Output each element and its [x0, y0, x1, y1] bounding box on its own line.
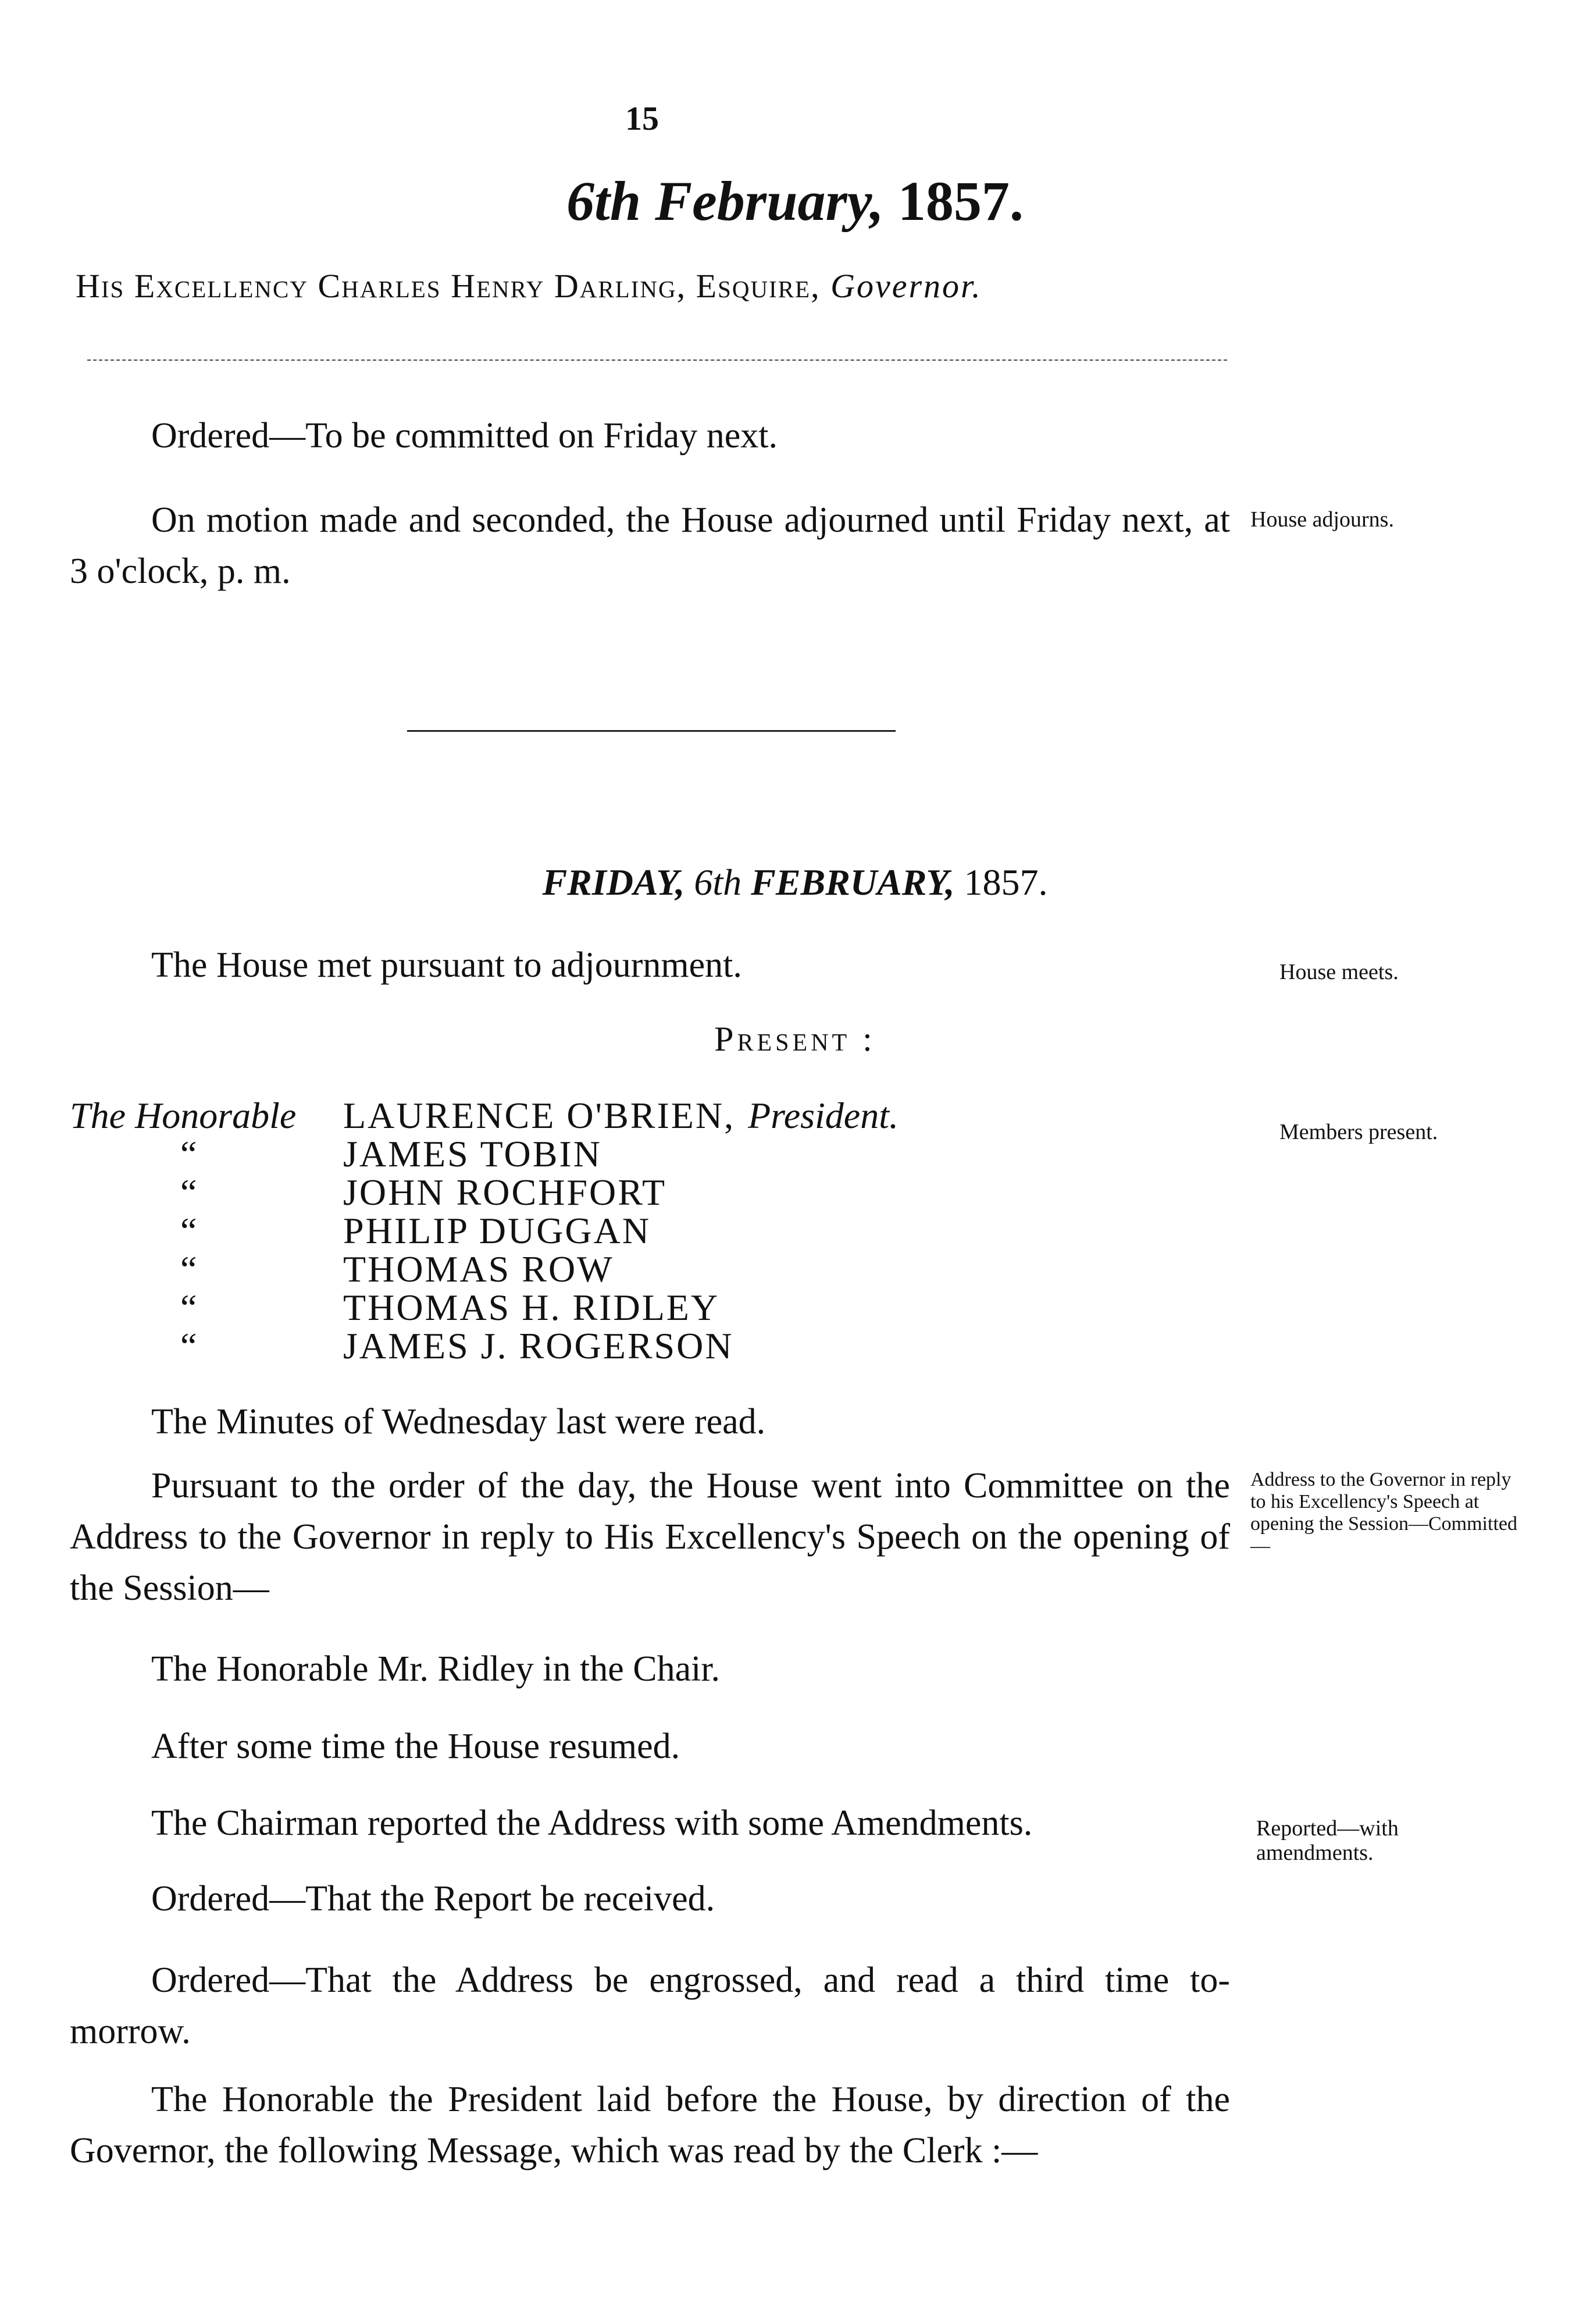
- member-name: THOMAS H. RIDLEY: [343, 1287, 720, 1328]
- ditto-mark: “: [180, 1325, 197, 1366]
- member-role: President.: [748, 1095, 899, 1136]
- date-heading-day: 6th: [566, 170, 641, 232]
- session-heading-day: FRIDAY,: [542, 862, 685, 903]
- date-heading-year: 1857.: [897, 170, 1024, 232]
- member-row: [70, 1250, 899, 1289]
- members-list: [70, 1097, 899, 1365]
- member-row: [70, 1289, 899, 1327]
- ditto-mark: “: [180, 1172, 197, 1213]
- member-prefix: The Honorable: [70, 1095, 297, 1136]
- ditto-mark: “: [180, 1248, 197, 1290]
- ditto-mark: “: [180, 1287, 197, 1328]
- paragraph-chairman-reported: The Chairman reported the Address with some Amendments.: [151, 1803, 1033, 1843]
- paragraph-report-received: Ordered—That the Report be received.: [151, 1879, 715, 1919]
- paragraph-ridley-chair: [70, 1643, 1230, 1695]
- margin-note-address-committed: Address to the Governor in reply to his Excellency's Speech at opening the Session—Committed—: [1250, 1469, 1517, 1557]
- member-row: [70, 1135, 899, 1173]
- member-name: PHILIP DUGGAN: [343, 1210, 651, 1251]
- member-row: [70, 1173, 899, 1212]
- header-rule: [87, 360, 1227, 361]
- member-row: [70, 1212, 899, 1250]
- session-heading: [0, 861, 1590, 904]
- paragraph-house-resumed: After some time the House resumed.: [151, 1727, 680, 1766]
- governor-line: [76, 266, 982, 305]
- ditto-mark: “: [180, 1133, 197, 1175]
- ridley-chair-text: The Honorable Mr. Ridley in the Chair.: [151, 1649, 721, 1689]
- margin-note-house-adjourns: House adjourns.: [1250, 507, 1394, 532]
- member-name: JOHN ROCHFORT: [343, 1172, 667, 1213]
- page-number: 15: [625, 99, 659, 137]
- paragraph-ordered-committed: Ordered—To be committed on Friday next.: [151, 416, 778, 455]
- session-heading-month: FEBRUARY,: [751, 862, 955, 903]
- date-heading-month: February,: [655, 170, 884, 232]
- member-name: JAMES TOBIN: [343, 1133, 602, 1175]
- margin-note-reported-amendments: Reported—with amendments.: [1256, 1816, 1399, 1865]
- member-name: LAURENCE O'BRIEN,: [343, 1095, 736, 1136]
- section-divider-rule: [407, 730, 896, 732]
- paragraph-house-met: The House met pursuant to adjournment.: [151, 945, 742, 985]
- member-name: JAMES J. ROGERSON: [343, 1325, 734, 1366]
- governor-title: Governor.: [830, 267, 982, 305]
- governor-name: His Excellency Charles Henry Darling, Esquire,: [76, 267, 821, 305]
- member-row: [70, 1327, 899, 1365]
- margin-note-house-meets: House meets.: [1279, 960, 1399, 984]
- present-heading: Present :: [714, 1020, 876, 1058]
- paragraph-committee: Pursuant to the order of the day, the House went into Committee on the Address to the Governor in reply to His Excellency's Speech on the opening of the Session—: [70, 1466, 1230, 1608]
- paragraph-president-message: The Honorable the President laid before the House, by direction of the Governor, the following Message, which was read by the Clerk :—: [70, 2080, 1230, 2170]
- member-row: [70, 1097, 899, 1135]
- ditto-mark: “: [180, 1210, 197, 1251]
- margin-note-members-present: Members present.: [1279, 1120, 1438, 1144]
- paragraph-minutes-read: The Minutes of Wednesday last were read.: [151, 1402, 766, 1442]
- member-name: THOMAS ROW: [343, 1248, 614, 1290]
- paragraph-address-engrossed: Ordered—That the Address be engrossed, and read a third time to-morrow.: [70, 1960, 1230, 2051]
- session-heading-date: 6th: [694, 862, 742, 903]
- date-heading: [0, 169, 1590, 233]
- session-heading-year: 1857.: [964, 862, 1048, 903]
- paragraph-house-adjourned: On motion made and seconded, the House adjourned until Friday next, at 3 o'clock, p. m.: [70, 500, 1230, 591]
